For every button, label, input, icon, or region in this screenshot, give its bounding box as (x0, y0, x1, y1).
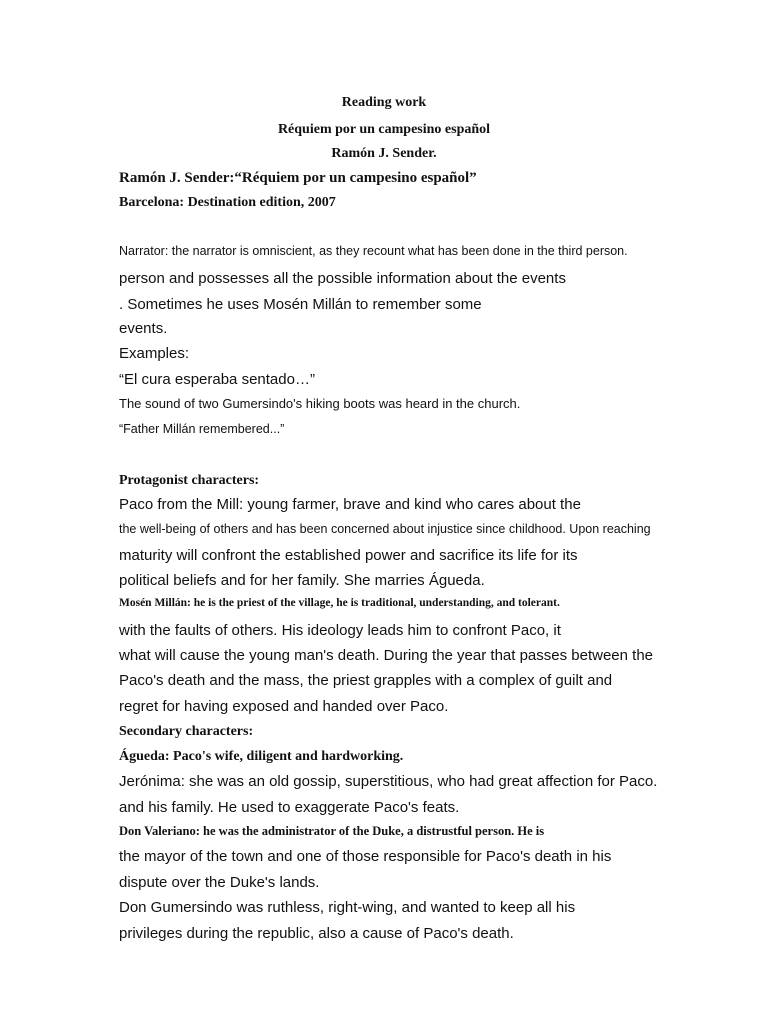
examples-label: Examples: (119, 345, 190, 362)
protagonist-text: Paco from the Mill: young farmer, brave and kind who cares about the (119, 496, 581, 513)
narrator-text: person and possesses all the possible information about the events (119, 270, 566, 287)
protagonist-text: maturity will confront the established power and sacrifice its life for its (119, 547, 578, 564)
narrator-text: Narrator: the narrator is omniscient, as they recount what has been done in the third person. (119, 244, 628, 258)
work-title: Réquiem por un campesino español (277, 122, 491, 137)
secondary-text: Águeda: Paco's wife, diligent and hardworking. (119, 749, 404, 764)
example-quote: The sound of two Gumersindo's hiking boots was heard in the church. (119, 396, 521, 411)
document-title: Reading work (341, 95, 427, 110)
example-quote: “Father Millán remembered...” (119, 422, 285, 436)
protagonist-text: political beliefs and for her family. She marries Águeda. (119, 572, 485, 589)
narrator-text: . Sometimes he uses Mosén Millán to remember some (119, 296, 482, 313)
protagonist-text: Mosén Millán: he is the priest of the village, he is traditional, understanding, and tolerant. (119, 597, 560, 609)
citation-edition: Barcelona: Destination edition, 2007 (119, 195, 336, 210)
protagonist-text: with the faults of others. His ideology leads him to confront Paco, it (119, 622, 561, 639)
protagonist-text: regret for having exposed and handed over Paco. (119, 698, 449, 715)
author-name: Ramón J. Sender. (331, 146, 437, 161)
narrator-text: events. (119, 320, 168, 337)
example-quote: “El cura esperaba sentado…” (119, 371, 315, 388)
secondary-text: dispute over the Duke's lands. (119, 874, 320, 891)
protagonists-heading: Protagonist characters: (119, 473, 260, 488)
secondary-heading: Secondary characters: (119, 724, 254, 739)
secondary-text: Jerónima: she was an old gossip, superstitious, who had great affection for Paco. (119, 773, 658, 790)
secondary-text: the mayor of the town and one of those responsible for Paco's death in his (119, 848, 612, 865)
secondary-text: privileges during the republic, also a cause of Paco's death. (119, 925, 514, 942)
secondary-text: Don Gumersindo was ruthless, right-wing, and wanted to keep all his (119, 899, 576, 916)
protagonist-text: what will cause the young man's death. During the year that passes between the (119, 647, 654, 664)
citation-line: Ramón J. Sender:“Réquiem por un campesino español” (119, 170, 477, 186)
secondary-text: Don Valeriano: he was the administrator of the Duke, a distrustful person. He is (119, 824, 545, 838)
protagonist-text: the well-being of others and has been concerned about injustice since childhood. Upon reaching (119, 522, 651, 536)
secondary-text: and his family. He used to exaggerate Paco's feats. (119, 799, 460, 816)
protagonist-text: Paco's death and the mass, the priest grapples with a complex of guilt and (119, 672, 613, 689)
